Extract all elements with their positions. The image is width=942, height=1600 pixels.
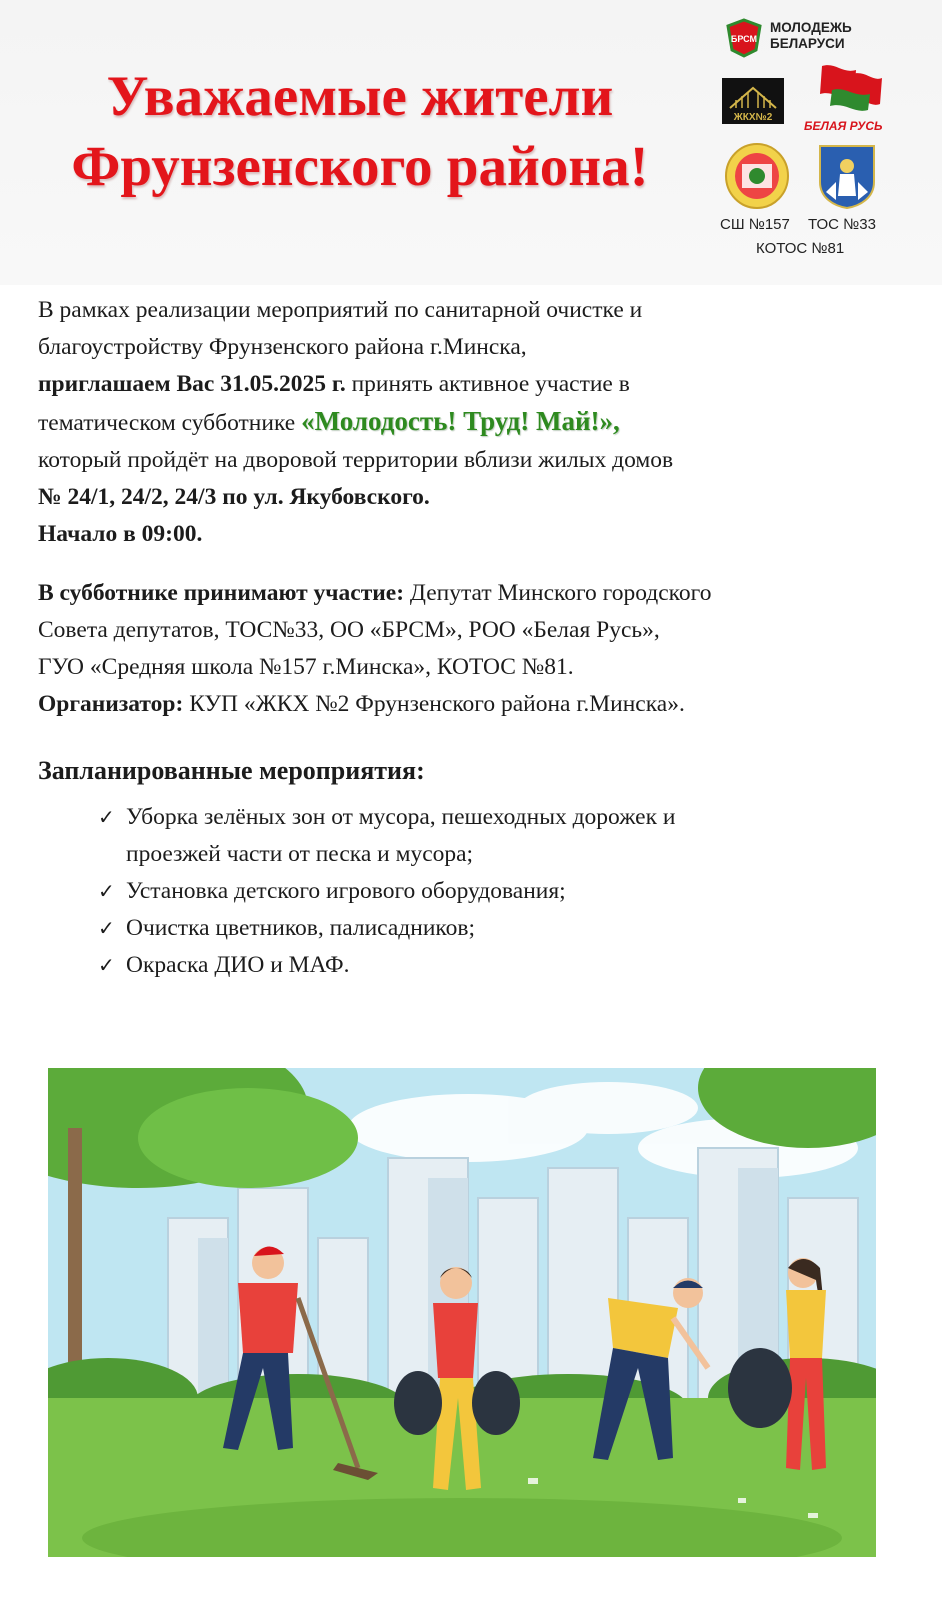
event-name: «Молодость! Труд! Май!», bbox=[301, 406, 620, 436]
event-item-text-cont: проезжей части от песка и мусора; bbox=[126, 841, 474, 867]
event-item-text: Уборка зелёных зон от мусора, пешеходных дорожек и bbox=[126, 804, 676, 830]
header bbox=[0, 0, 942, 285]
event-item-text: Окраска ДИО и МАФ. bbox=[126, 952, 350, 978]
event-item-text: Очистка цветников, палисадников; bbox=[126, 915, 476, 941]
event-address: № 24/1, 24/2, 24/3 по ул. Якубовского. bbox=[38, 484, 430, 510]
intro-line-2: благоустройству Фрунзенского района г.Минска, bbox=[38, 334, 527, 360]
list-item bbox=[98, 873, 918, 910]
organizer-line bbox=[38, 686, 918, 723]
zhkh-logo-icon bbox=[722, 78, 784, 124]
check-icon: ✓ bbox=[98, 805, 115, 829]
organizer-text: КУП «ЖКХ №2 Фрунзенского района г.Минска». bbox=[183, 691, 685, 717]
brsm-label-line1: МОЛОДЕЖЬ bbox=[770, 20, 852, 35]
announcement-body bbox=[38, 292, 918, 984]
participants-label: В субботнике принимают участие: bbox=[38, 580, 405, 606]
title-line-1: Уважаемые жители bbox=[106, 65, 614, 128]
location-line: который пройдёт на дворовой территории вблизи жилых домов bbox=[38, 447, 674, 473]
list-item bbox=[98, 910, 918, 947]
caption-kotos: КОТОС №81 bbox=[756, 240, 845, 257]
start-time: Начало в 09:00. bbox=[38, 521, 203, 547]
participants-line-1 bbox=[38, 575, 918, 612]
brsm-label bbox=[770, 20, 852, 52]
caption-school: СШ №157 bbox=[720, 216, 790, 233]
illustration-svg bbox=[48, 1068, 876, 1557]
zhkh-label: ЖКХ№2 bbox=[733, 112, 773, 123]
invite-date: приглашаем Вас 31.05.2025 г. bbox=[38, 371, 346, 397]
invite-rest: принять активное участие в bbox=[345, 371, 630, 397]
check-icon: ✓ bbox=[98, 953, 115, 977]
check-icon: ✓ bbox=[98, 879, 115, 903]
intro-line-1: В рамках реализации мероприятий по санитарной очистке и bbox=[38, 297, 643, 323]
event-item-text: Установка детского игрового оборудования; bbox=[126, 878, 566, 904]
organizer-label: Организатор: bbox=[38, 691, 184, 717]
school-157-emblem-icon bbox=[724, 142, 790, 210]
check-icon: ✓ bbox=[98, 916, 115, 940]
minsk-coat-of-arms-icon bbox=[816, 142, 878, 210]
list-item bbox=[98, 799, 918, 873]
participants-text-1: Депутат Минского городского bbox=[404, 580, 712, 606]
brsm-badge-text: БРСМ bbox=[730, 34, 758, 44]
participants-text-2: Совета депутатов, ТОС№33, ОО «БРСМ», РОО «Белая Русь», bbox=[38, 617, 660, 643]
list-item bbox=[98, 947, 918, 984]
event-prefix: тематическом субботнике bbox=[38, 410, 302, 436]
caption-tos: ТОС №33 bbox=[808, 216, 876, 233]
invite-line bbox=[38, 366, 918, 403]
events-list bbox=[98, 799, 918, 984]
brsm-label-line2: БЕЛАРУСИ bbox=[770, 36, 845, 51]
event-line bbox=[38, 403, 918, 442]
page-title bbox=[20, 62, 700, 202]
logos-panel bbox=[720, 0, 942, 285]
title-line-2: Фрунзенского района! bbox=[71, 135, 649, 198]
participants-text-3: ГУО «Средняя школа №157 г.Минска», КОТОС №81. bbox=[38, 654, 574, 680]
belaya-rus-flag-icon bbox=[812, 60, 884, 116]
events-title: Запланированные мероприятия: bbox=[38, 756, 425, 785]
belaya-rus-label: БЕЛАЯ РУСЬ bbox=[804, 119, 883, 133]
volunteers-cleanup-illustration bbox=[48, 1068, 876, 1557]
brsm-logo-icon bbox=[724, 18, 764, 58]
